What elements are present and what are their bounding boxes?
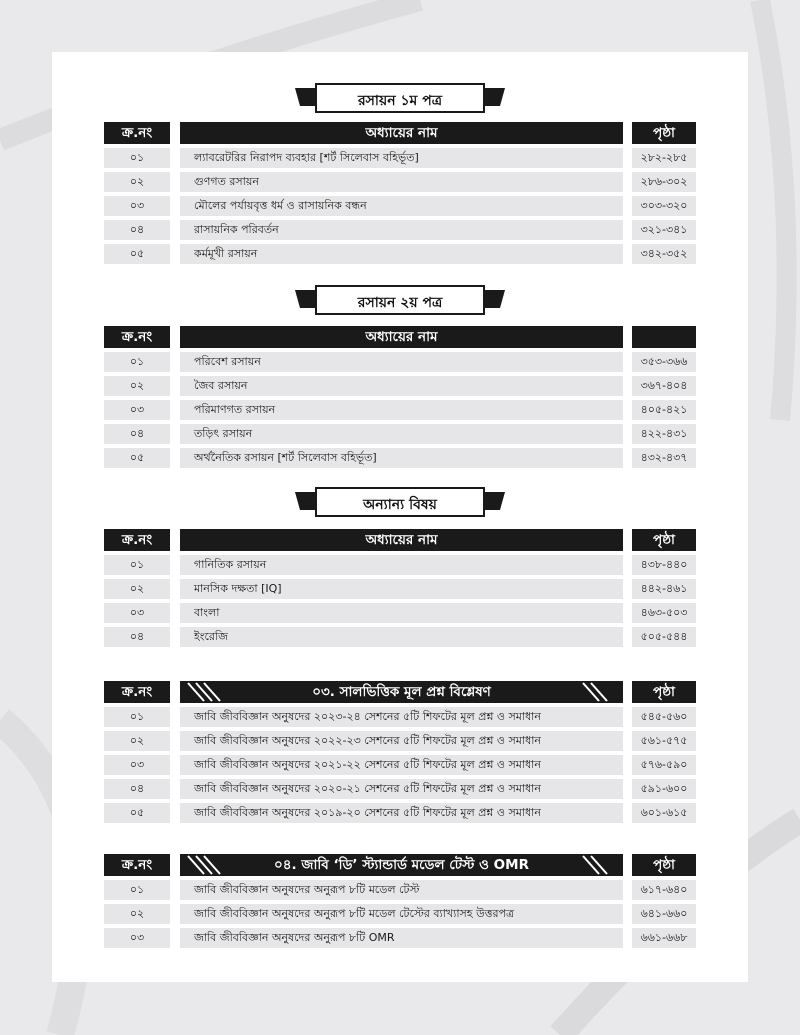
section-banner: [52, 82, 748, 118]
chapter-title-cell: জাবি জীববিজ্ঞান অনুষদের ২০২১-২২ সেশনের ৫টি শিফটের মূল প্রশ্ন ও সমাধান: [180, 755, 623, 775]
page-range-cell: ৩২১-৩৪১: [632, 220, 696, 240]
page-range-cell: ৩৪২-৩৫২: [632, 244, 696, 264]
chapter-title-cell: গানিতিক রসায়ন: [180, 555, 623, 575]
page-range-cell: ৪৩২-৪৩৭: [632, 448, 696, 468]
column-header-serial: ক্র.নং: [104, 681, 170, 703]
table-row: [104, 220, 696, 240]
table-of-contents-page: [52, 52, 748, 982]
table-row: [104, 603, 696, 623]
chapter-title-cell: রাসায়নিক পরিবর্তন: [180, 220, 623, 240]
page-range-cell: ২৮২-২৮৫: [632, 148, 696, 168]
table-row: [104, 880, 696, 900]
page-range-cell: ৩০৩-৩২০: [632, 196, 696, 216]
chapter-title-cell: কর্মমূখী রসায়ন: [180, 244, 623, 264]
page-range-cell: ৬৬১-৬৬৮: [632, 928, 696, 948]
chapter-title-cell: গুণগত রসায়ন: [180, 172, 623, 192]
table-row: [104, 803, 696, 823]
serial-cell: ০২: [104, 172, 170, 192]
column-header-serial: ক্র.নং: [104, 122, 170, 144]
serial-cell: ০১: [104, 880, 170, 900]
chapter-title-cell: বাংলা: [180, 603, 623, 623]
page-range-cell: ৩৫৩-৩৬৬: [632, 352, 696, 372]
serial-cell: ০১: [104, 148, 170, 168]
serial-cell: ০৫: [104, 244, 170, 264]
table-row: [104, 376, 696, 396]
chapter-title-cell: জাবি জীববিজ্ঞান অনুষদের অনুরূপ ৮টি মডেল টেস্টের ব্যাখ্যাসহ উত্তরপত্র: [180, 904, 623, 924]
chapter-title-cell: জাবি জীববিজ্ঞান অনুষদের ২০২৩-২৪ সেশনের ৫টি শিফটের মূল প্রশ্ন ও সমাধান: [180, 707, 623, 727]
column-header-chapter-name: অধ্যায়ের নাম: [180, 529, 623, 551]
section-heading: ০৩. সালভিত্তিক মূল প্রশ্ন বিশ্লেষণ: [312, 684, 491, 700]
column-header-chapter-name: অধ্যায়ের নাম: [180, 122, 623, 144]
chapter-title-cell: জাবি জীববিজ্ঞান অনুষদের ২০২০-২১ সেশনের ৫টি শিফটের মূল প্রশ্ন ও সমাধান: [180, 779, 623, 799]
page-range-cell: ৫৬১-৫৭৫: [632, 731, 696, 751]
section-heading: রসায়ন ২য় পত্র: [357, 295, 443, 311]
table-row: [104, 904, 696, 924]
page-range-cell: ২৮৬-৩০২: [632, 172, 696, 192]
column-header-page: পৃষ্ঠা: [632, 122, 696, 144]
serial-cell: ০১: [104, 555, 170, 575]
column-header-page: [632, 326, 696, 348]
chapter-title-cell: পরিমাণগত রসায়ন: [180, 400, 623, 420]
page-range-cell: ৩৬৭-৪০৪: [632, 376, 696, 396]
column-header-serial: ক্র.নং: [104, 529, 170, 551]
column-header-page: পৃষ্ঠা: [632, 854, 696, 876]
column-header-page: পৃষ্ঠা: [632, 529, 696, 551]
page-range-cell: ৫৭৬-৫৯০: [632, 755, 696, 775]
table-row: [104, 928, 696, 948]
serial-cell: ০৩: [104, 196, 170, 216]
serial-cell: ০৪: [104, 627, 170, 647]
table-row: [104, 172, 696, 192]
chapter-title-cell: জাবি জীববিজ্ঞান অনুষদের অনুরূপ ৮টি মডেল টেস্ট: [180, 880, 623, 900]
serial-cell: ০৩: [104, 928, 170, 948]
section-banner: [52, 284, 748, 320]
page-range-cell: ৬৪১-৬৬০: [632, 904, 696, 924]
serial-cell: ০১: [104, 352, 170, 372]
table-row: [104, 579, 696, 599]
page-range-cell: ৪০৫-৪২১: [632, 400, 696, 420]
serial-cell: ০২: [104, 579, 170, 599]
table-row: [104, 555, 696, 575]
serial-cell: ০৩: [104, 603, 170, 623]
chapter-title-cell: তড়িৎ রসায়ন: [180, 424, 623, 444]
table-row: [104, 779, 696, 799]
table-row: [104, 755, 696, 775]
page-range-cell: ৫০৫-৫৪৪: [632, 627, 696, 647]
table-row: [104, 148, 696, 168]
serial-cell: ০৩: [104, 400, 170, 420]
column-header-serial: ক্র.নং: [104, 854, 170, 876]
table-row: [104, 244, 696, 264]
chapter-title-cell: ইংরেজি: [180, 627, 623, 647]
serial-cell: ০৪: [104, 779, 170, 799]
chapter-title-cell: জৈব রসায়ন: [180, 376, 623, 396]
chapter-title-cell: মানসিক দক্ষতা [IQ]: [180, 579, 623, 599]
page-range-cell: ৪২২-৪৩১: [632, 424, 696, 444]
column-header-page: পৃষ্ঠা: [632, 681, 696, 703]
serial-cell: ০৩: [104, 755, 170, 775]
table-row: [104, 707, 696, 727]
table-row: [104, 731, 696, 751]
serial-cell: ০৫: [104, 803, 170, 823]
table-row: [104, 448, 696, 468]
section-banner: [52, 486, 748, 522]
serial-cell: ০২: [104, 731, 170, 751]
page-range-cell: ৫৯১-৬০০: [632, 779, 696, 799]
chapter-title-cell: ল্যাবরেটরির নিরাপদ ব্যবহার [শর্ট সিলেবাস বহির্ভূত]: [180, 148, 623, 168]
serial-cell: ০২: [104, 376, 170, 396]
serial-cell: ০৪: [104, 220, 170, 240]
chapter-title-cell: জাবি জীববিজ্ঞান অনুষদের ২০১৯-২০ সেশনের ৫টি শিফটের মূল প্রশ্ন ও সমাধান: [180, 803, 623, 823]
page-range-cell: ৬১৭-৬৪০: [632, 880, 696, 900]
serial-cell: ০১: [104, 707, 170, 727]
section-heading: অন্যান্য বিষয়: [363, 497, 437, 513]
page-range-cell: ৪৩৮-৪৪০: [632, 555, 696, 575]
section-heading: ০৪. জাবি ‘ডি’ স্ট্যান্ডার্ড মডেল টেস্ট ও OMR: [274, 857, 529, 873]
column-header-chapter-name: অধ্যায়ের নাম: [180, 326, 623, 348]
chapter-title-cell: জাবি জীববিজ্ঞান অনুষদের ২০২২-২৩ সেশনের ৫টি শিফটের মূল প্রশ্ন ও সমাধান: [180, 731, 623, 751]
page-range-cell: ৪৬৩-৫০৩: [632, 603, 696, 623]
page-range-cell: ৫৪৫-৫৬০: [632, 707, 696, 727]
chapter-title-cell: অর্থনৈতিক রসায়ন [শর্ট সিলেবাস বহির্ভূত]: [180, 448, 623, 468]
chapter-title-cell: পরিবেশ রসায়ন: [180, 352, 623, 372]
table-row: [104, 400, 696, 420]
table-row: [104, 424, 696, 444]
column-header-serial: ক্র.নং: [104, 326, 170, 348]
table-row: [104, 627, 696, 647]
table-row: [104, 196, 696, 216]
serial-cell: ০২: [104, 904, 170, 924]
page-range-cell: ৬০১-৬১৫: [632, 803, 696, 823]
chapter-title-cell: জাবি জীববিজ্ঞান অনুষদের অনুরূপ ৮টি OMR: [180, 928, 623, 948]
serial-cell: ০৫: [104, 448, 170, 468]
serial-cell: ০৪: [104, 424, 170, 444]
page-range-cell: ৪৪২-৪৬১: [632, 579, 696, 599]
table-row: [104, 352, 696, 372]
section-heading: রসায়ন ১ম পত্র: [357, 93, 442, 109]
chapter-title-cell: মৌলের পর্যায়বৃত্ত ধর্ম ও রাসায়নিক বন্ধন: [180, 196, 623, 216]
